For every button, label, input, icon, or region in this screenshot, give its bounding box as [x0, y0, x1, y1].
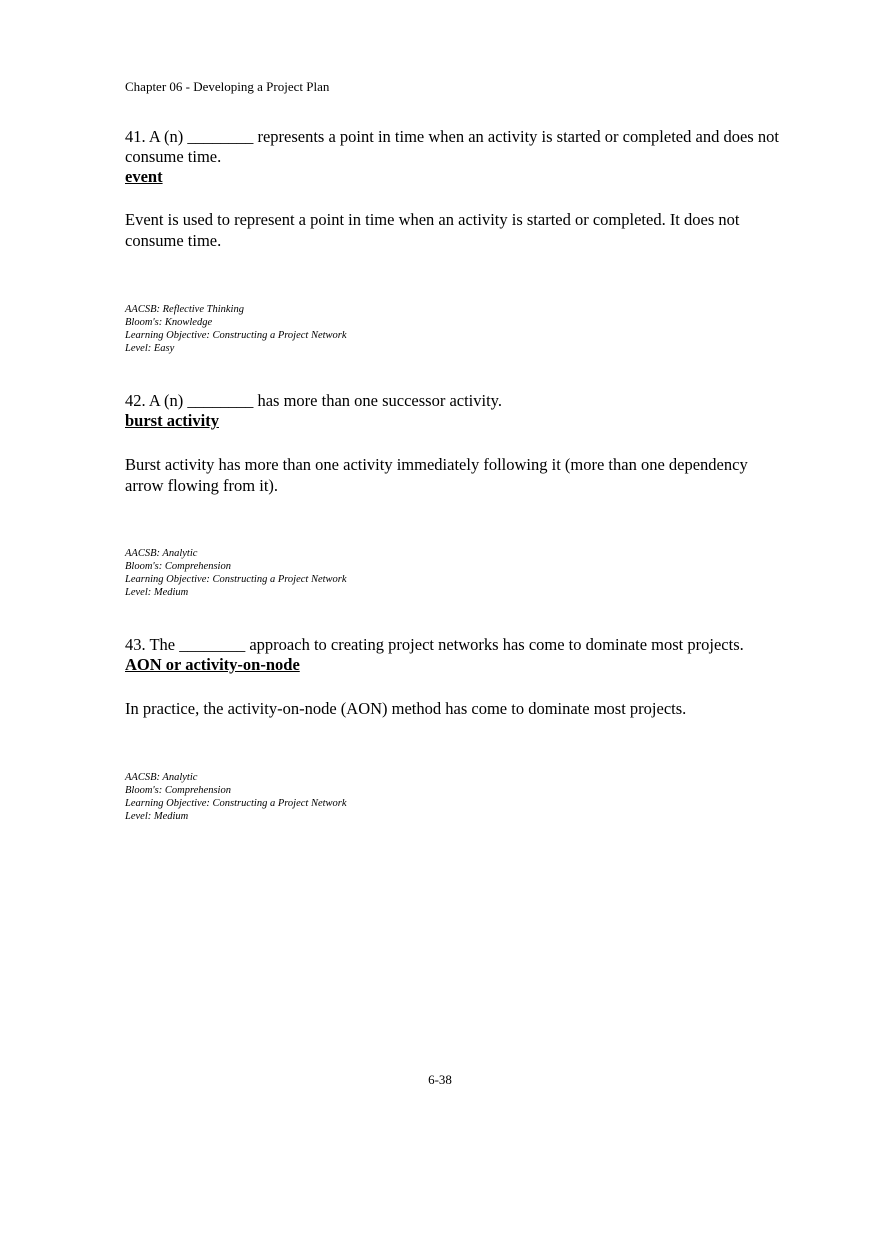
meta-learning-objective: Learning Objective: Constructing a Project Network	[125, 574, 347, 585]
meta-aacsb: AACSB: Analytic	[125, 548, 198, 559]
meta-level: Level: Medium	[125, 587, 189, 598]
question-metadata	[125, 771, 347, 823]
page-number: 6-38	[428, 1072, 452, 1087]
meta-learning-objective: Learning Objective: Constructing a Project Network	[125, 798, 347, 809]
meta-blooms: Bloom's: Comprehension	[125, 561, 231, 572]
question-43	[125, 635, 785, 825]
meta-aacsb: AACSB: Analytic	[125, 772, 198, 783]
chapter-header: Chapter 06 - Developing a Project Plan	[125, 79, 330, 94]
question-explanation: Burst activity has more than one activity immediately following it (more than one dependency arrow flowing from it).	[125, 455, 748, 495]
meta-learning-objective: Learning Objective: Constructing a Project Network	[125, 330, 347, 341]
question-metadata	[125, 547, 347, 599]
question-explanation: Event is used to represent a point in time when an activity is started or completed. It does not consume time.	[125, 210, 740, 250]
question-prompt: 43. The ________ approach to creating project networks has come to dominate most projects.	[125, 635, 744, 654]
question-answer: AON or activity-on-node	[125, 655, 300, 674]
question-41	[125, 127, 785, 357]
question-42	[125, 391, 785, 601]
question-metadata	[125, 303, 347, 355]
meta-blooms: Bloom's: Knowledge	[125, 317, 213, 328]
question-prompt: 41. A (n) ________ represents a point in time when an activity is started or completed and does not consume time.	[125, 127, 779, 166]
meta-level: Level: Medium	[125, 811, 189, 822]
question-explanation: In practice, the activity-on-node (AON) method has come to dominate most projects.	[125, 699, 687, 718]
meta-level: Level: Easy	[125, 343, 175, 354]
meta-blooms: Bloom's: Comprehension	[125, 785, 231, 796]
meta-aacsb: AACSB: Reflective Thinking	[125, 304, 244, 315]
question-answer: burst activity	[125, 411, 219, 430]
question-answer: event	[125, 167, 163, 186]
question-prompt: 42. A (n) ________ has more than one successor activity.	[125, 391, 502, 410]
